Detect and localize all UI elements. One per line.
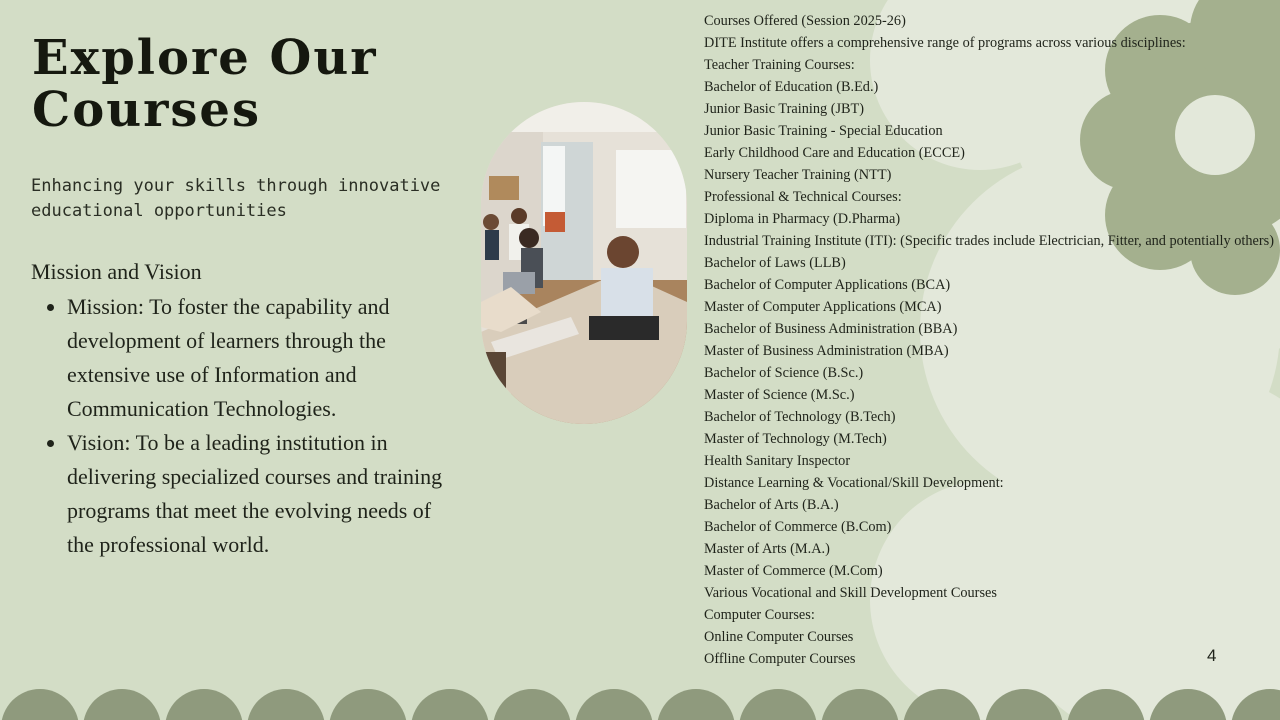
page-number: 4: [1207, 646, 1217, 665]
course-item: Industrial Training Institute (ITI): (Specific trades include Electrician, Fitter, and potentially others): [704, 233, 1274, 249]
course-item: Early Childhood Care and Education (ECCE): [704, 145, 965, 161]
course-item: Online Computer Courses: [704, 629, 854, 645]
course-item: Junior Basic Training (JBT): [704, 101, 865, 117]
course-item: Junior Basic Training - Special Education: [704, 123, 943, 139]
course-item: Nursery Teacher Training (NTT): [704, 167, 892, 183]
course-category: Computer Courses:: [704, 607, 815, 623]
mission-vision-list: [48, 290, 447, 562]
course-item: Bachelor of Arts (B.A.): [704, 497, 839, 513]
page-title: [32, 32, 378, 136]
course-item: Bachelor of Education (B.Ed.): [704, 79, 879, 95]
classroom-photo: [481, 102, 687, 424]
subtitle: Enhancing your skills through innovative educational opportunities: [31, 176, 441, 221]
course-item: Bachelor of Technology (B.Tech): [704, 409, 896, 425]
course-item: Diploma in Pharmacy (D.Pharma): [704, 211, 901, 227]
course-item: Bachelor of Science (B.Sc.): [704, 365, 864, 381]
course-item: Master of Science (M.Sc.): [704, 387, 855, 403]
course-item: Master of Arts (M.A.): [704, 541, 830, 557]
course-item: Master of Business Administration (MBA): [704, 343, 949, 359]
courses-list: [704, 10, 1274, 670]
course-item: Various Vocational and Skill Development Courses: [704, 585, 997, 601]
course-item: Offline Computer Courses: [704, 651, 856, 667]
scallop-border: [0, 688, 1280, 720]
mission-vision-heading: Mission and Vision: [31, 259, 202, 284]
course-category: Professional & Technical Courses:: [704, 189, 902, 205]
courses-heading: Courses Offered (Session 2025-26): [704, 13, 906, 29]
course-item: Health Sanitary Inspector: [704, 453, 851, 469]
course-category: Distance Learning & Vocational/Skill Development:: [704, 475, 1004, 491]
mission-item: • Mission: To foster the capability and development of learners through the extensive use of Information and Communication Technologies.: [67, 290, 447, 426]
course-item: Bachelor of Laws (LLB): [704, 255, 846, 271]
course-item: Master of Commerce (M.Com): [704, 563, 883, 579]
course-category: Teacher Training Courses:: [704, 57, 855, 73]
course-item: Master of Technology (M.Tech): [704, 431, 887, 447]
course-item: Bachelor of Business Administration (BBA): [704, 321, 958, 337]
course-item: Master of Computer Applications (MCA): [704, 299, 942, 315]
courses-intro: DITE Institute offers a comprehensive range of programs across various disciplines:: [704, 35, 1186, 51]
vision-item: • Vision: To be a leading institution in delivering specialized courses and training programs that meet the evolving needs of the professional world.: [67, 426, 447, 562]
course-item: Bachelor of Commerce (B.Com): [704, 519, 892, 535]
course-item: Bachelor of Computer Applications (BCA): [704, 277, 951, 293]
title-line: Courses: [32, 82, 261, 138]
title-line: Explore Our: [32, 30, 378, 86]
